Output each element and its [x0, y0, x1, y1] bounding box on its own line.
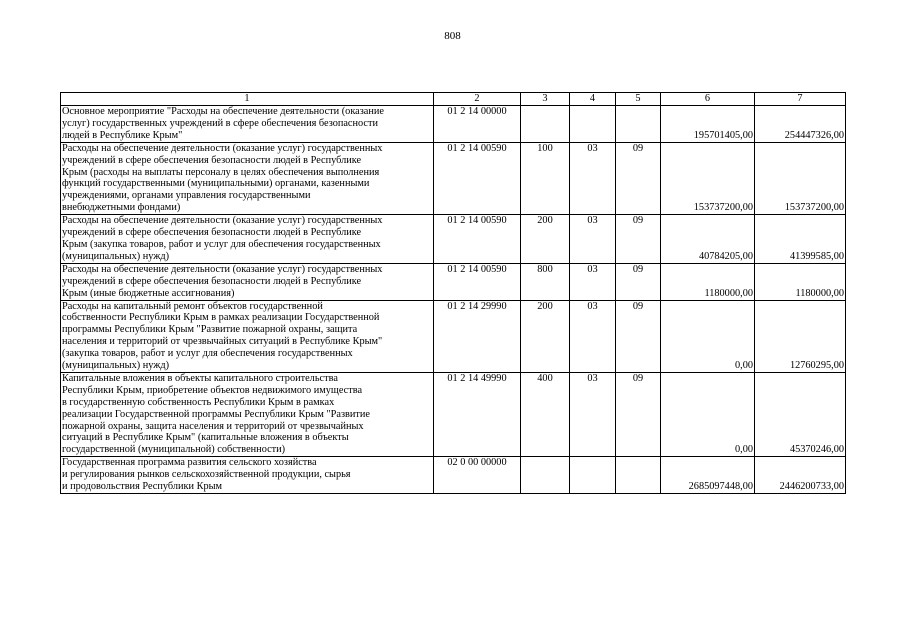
column-header-5: 5 [616, 93, 661, 106]
section-code: 03 [570, 142, 616, 214]
table-row [61, 263, 846, 300]
subsection-code [616, 106, 661, 143]
subsection-code: 09 [616, 372, 661, 456]
expense-description: Расходы на обеспечение деятельности (оказание услуг) государственных учреждений в сфере обеспечения безопасности людей в Республике Крым (расходы на выплаты персоналу в целях обеспечения выполнения функций государственными (муниципальными) органами, казенными учреждениями, органами управления государственными внебюджетными фондами) [61, 142, 434, 214]
column-header-3: 3 [521, 93, 570, 106]
section-code: 03 [570, 215, 616, 264]
table-row [61, 142, 846, 214]
expense-type-code: 800 [521, 263, 570, 300]
section-code: 03 [570, 300, 616, 372]
target-article-code: 01 2 14 29990 [434, 300, 521, 372]
subsection-code [616, 457, 661, 494]
amount-year-1: 1180000,00 [661, 263, 755, 300]
amount-year-2: 41399585,00 [755, 215, 846, 264]
page-number: 808 [444, 30, 461, 42]
target-article-code: 01 2 14 00590 [434, 215, 521, 264]
target-article-code: 01 2 14 00590 [434, 263, 521, 300]
expense-type-code: 100 [521, 142, 570, 214]
expense-type-code [521, 106, 570, 143]
subsection-code: 09 [616, 142, 661, 214]
subsection-code: 09 [616, 215, 661, 264]
amount-year-1: 40784205,00 [661, 215, 755, 264]
expense-type-code: 200 [521, 300, 570, 372]
column-header-4: 4 [570, 93, 616, 106]
amount-year-2: 1180000,00 [755, 263, 846, 300]
section-code [570, 457, 616, 494]
expense-description: Основное мероприятие "Расходы на обеспечение деятельности (оказание услуг) государственных учреждений в сфере обеспечения безопасности людей в Республике Крым" [61, 106, 434, 143]
expense-type-code [521, 457, 570, 494]
column-header-2: 2 [434, 93, 521, 106]
target-article-code: 01 2 14 49990 [434, 372, 521, 456]
amount-year-1: 0,00 [661, 300, 755, 372]
target-article-code: 02 0 00 00000 [434, 457, 521, 494]
header-row [61, 93, 846, 106]
amount-year-2: 2446200733,00 [755, 457, 846, 494]
amount-year-1: 0,00 [661, 372, 755, 456]
table-row [61, 106, 846, 143]
table-row [61, 372, 846, 456]
expense-description: Расходы на обеспечение деятельности (оказание услуг) государственных учреждений в сфере обеспечения безопасности людей в Республике Крым (иные бюджетные ассигнования) [61, 263, 434, 300]
expense-type-code: 200 [521, 215, 570, 264]
expense-type-code: 400 [521, 372, 570, 456]
section-code [570, 106, 616, 143]
target-article-code: 01 2 14 00590 [434, 142, 521, 214]
amount-year-2: 12760295,00 [755, 300, 846, 372]
budget-table [60, 92, 846, 494]
subsection-code: 09 [616, 263, 661, 300]
expense-description: Расходы на капитальный ремонт объектов государственной собственности Республики Крым в рамках реализации Государственной программы Республики Крым "Развитие пожарной охраны, защита населения и территорий от чрезвычайных ситуаций в Республике Крым" (закупка товаров, работ и услуг для обеспечения государственных (муниципальных) нужд) [61, 300, 434, 372]
column-header-1: 1 [61, 93, 434, 106]
table-row [61, 457, 846, 494]
amount-year-2: 45370246,00 [755, 372, 846, 456]
amount-year-1: 2685097448,00 [661, 457, 755, 494]
column-header-7: 7 [755, 93, 846, 106]
subsection-code: 09 [616, 300, 661, 372]
expense-description: Расходы на обеспечение деятельности (оказание услуг) государственных учреждений в сфере обеспечения безопасности людей в Республике Крым (закупка товаров, работ и услуг для обеспечения государственных (муниципальных) нужд) [61, 215, 434, 264]
section-code: 03 [570, 263, 616, 300]
expense-description: Капитальные вложения в объекты капитального строительства Республики Крым, приобретение объектов недвижимого имущества в государственную собственность Республики Крым в рамках реализации Государственной программы Республики Крым "Развитие пожарной охраны, защита населения и территорий от чрезвычайных ситуаций в Республике Крым" (капитальные вложения в объекты государственной (муниципальной) собственности) [61, 372, 434, 456]
table-row [61, 300, 846, 372]
amount-year-1: 195701405,00 [661, 106, 755, 143]
column-header-6: 6 [661, 93, 755, 106]
target-article-code: 01 2 14 00000 [434, 106, 521, 143]
amount-year-1: 153737200,00 [661, 142, 755, 214]
amount-year-2: 153737200,00 [755, 142, 846, 214]
expense-description: Государственная программа развития сельского хозяйства и регулирования рынков сельскохозяйственной продукции, сырья и продовольствия Республики Крым [61, 457, 434, 494]
amount-year-2: 254447326,00 [755, 106, 846, 143]
section-code: 03 [570, 372, 616, 456]
table-row [61, 215, 846, 264]
